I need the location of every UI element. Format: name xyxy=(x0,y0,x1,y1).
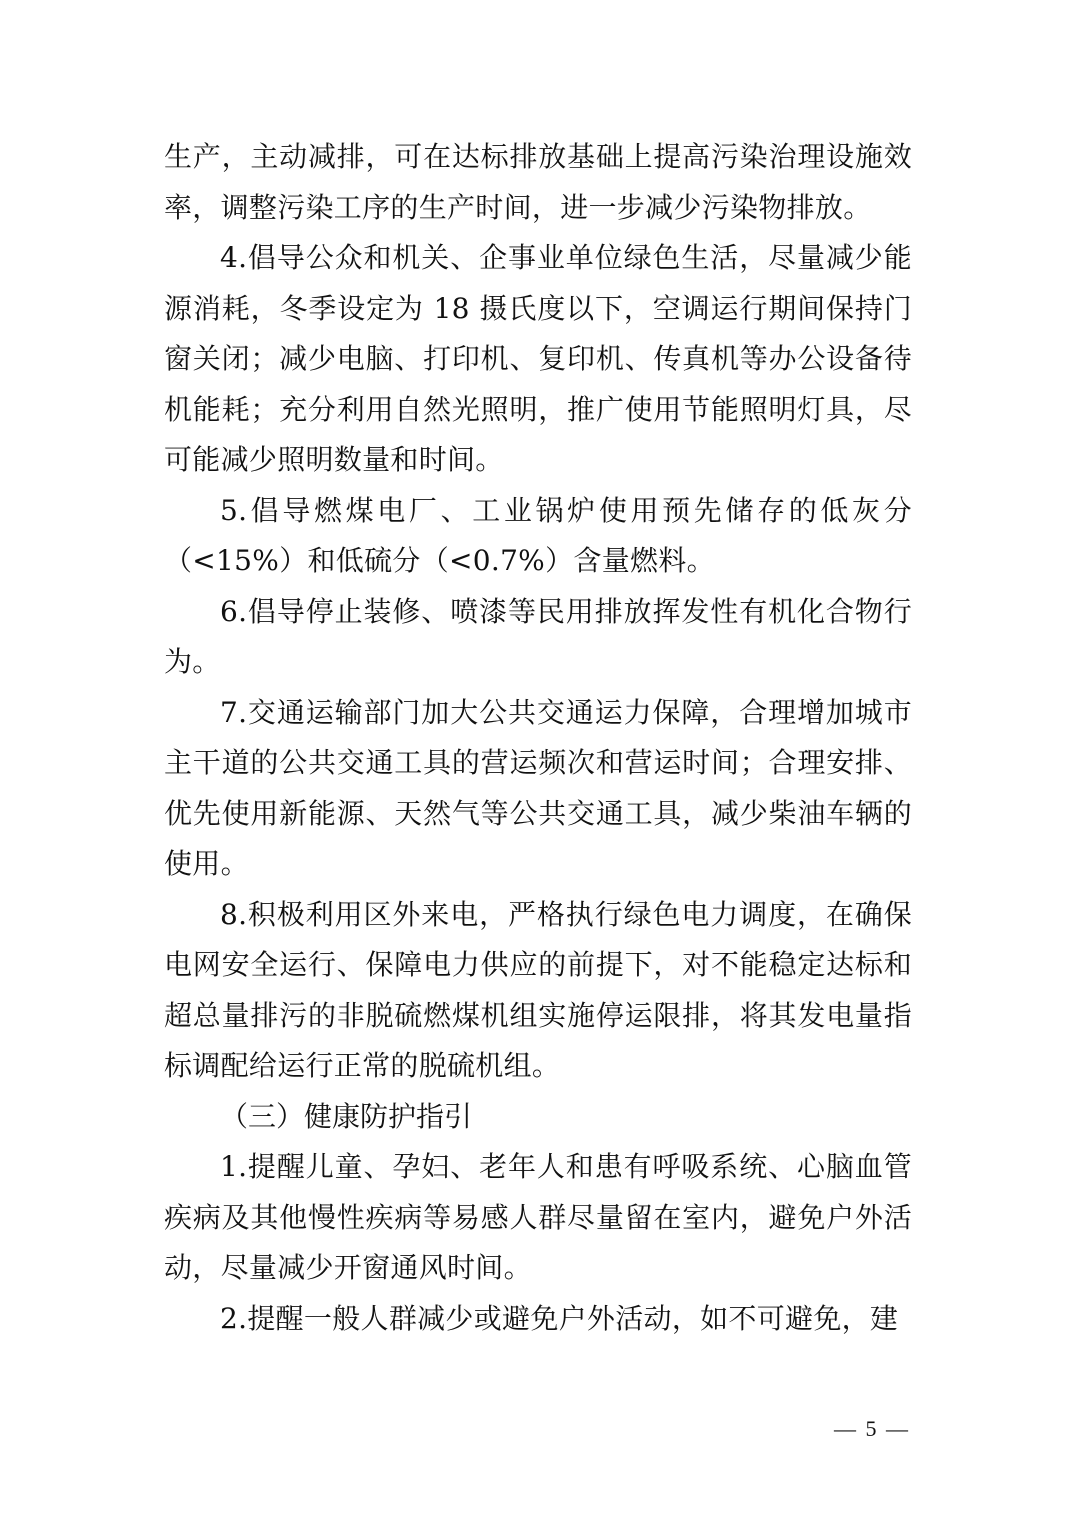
paragraph-item-8: 8.积极利用区外来电，严格执行绿色电力调度，在确保电网安全运行、保障电力供应的前提下，对不能稳定达标和超总量排污的非脱硫燃煤机组实施停运限排，将其发电量指标调配给运行正常的脱硫机组。 xyxy=(164,897,912,1082)
document-body xyxy=(164,132,912,1344)
paragraph-item-5: 5.倡导燃煤电厂、工业锅炉使用预先储存的低灰分（<15%）和低硫分（<0.7%）含量燃料。 xyxy=(164,493,912,577)
paragraph-item-6: 6.倡导停止装修、喷漆等民用排放挥发性有机化合物行为。 xyxy=(164,594,912,678)
page-number: — 5 — xyxy=(834,1416,910,1441)
section-heading: （三）健康防护指引 xyxy=(220,1099,473,1133)
paragraph-item-4: 4.倡导公众和机关、企事业单位绿色生活，尽量减少能源消耗，冬季设定为 18 摄氏度以下，空调运行期间保持门窗关闭；减少电脑、打印机、复印机、传真机等办公设备待机能耗；充分利用自然光照明，推广使用节能照明灯具，尽可能减少照明数量和时间。 xyxy=(164,241,912,476)
paragraph-item-7: 7.交通运输部门加大公共交通运力保障，合理增加城市主干道的公共交通工具的营运频次和营运时间；合理安排、优先使用新能源、天然气等公共交通工具，减少柴油车辆的使用。 xyxy=(164,695,912,880)
paragraph-health-2: 2.提醒一般人群减少或避免户外活动，如不可避免，建 xyxy=(220,1301,899,1335)
paragraph-health-1: 1.提醒儿童、孕妇、老年人和患有呼吸系统、心脑血管疾病及其他慢性疾病等易感人群尽量留在室内，避免户外活动，尽量减少开窗通风时间。 xyxy=(164,1150,912,1284)
paragraph-continuation: 生产，主动减排，可在达标排放基础上提高污染治理设施效率，调整污染工序的生产时间，进一步减少污染物排放。 xyxy=(164,140,912,224)
